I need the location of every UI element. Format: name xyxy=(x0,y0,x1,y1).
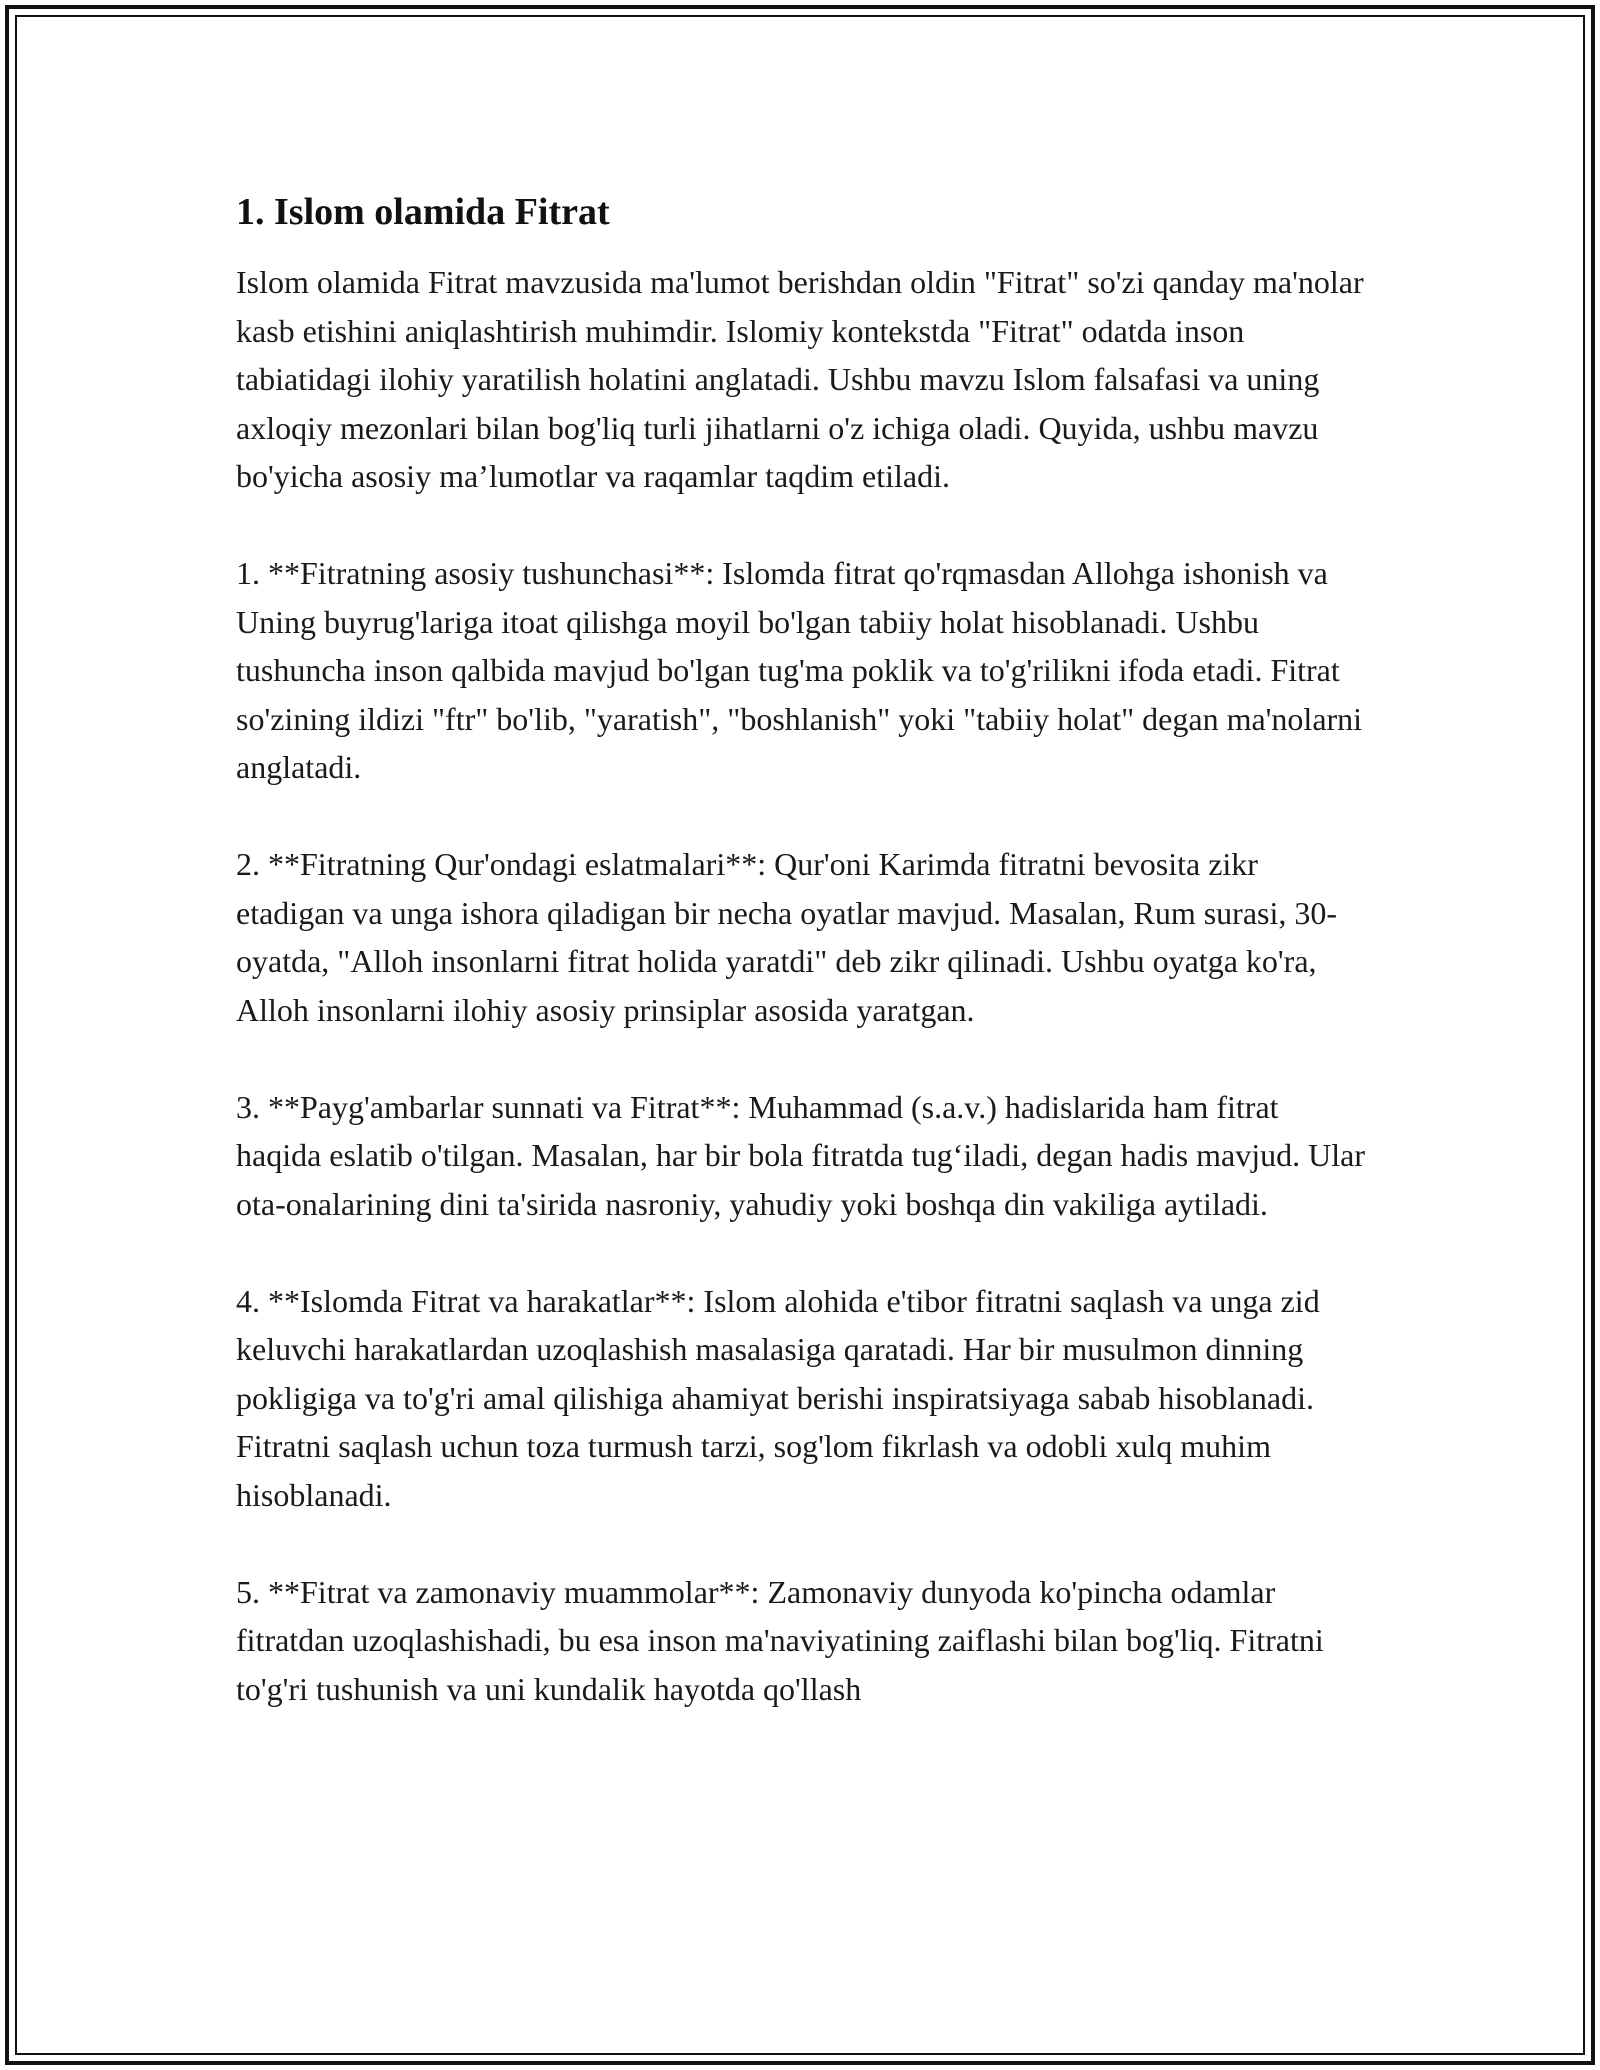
paragraph-prophets-sunnah: 3. **Payg'ambarlar sunnati va Fitrat**: Muhammad (s.a.v.) hadislarida ham fitrat haqida eslatib o'tilgan. Masalan, har bir bola fitratda tug‘iladi, degan hadis mavjud. Ular ota-onalarining dini ta'sirida nasroniy, yahudiy yoki boshqa din vakiliga aytiladi. xyxy=(236,1088,1373,1222)
document-title: 1. Islom olamida Fitrat xyxy=(236,191,610,233)
paragraph-modern-problems: 5. **Fitrat va zamonaviy muammolar**: Zamonaviy dunyoda ko'pincha odamlar fitratdan uzoqlashishadi, bu esa inson ma'naviyatining zaiflashi bilan bog'liq. Fitratni to'g'ri tushunish va uni kundalik hayotda qo'llash xyxy=(236,1573,1332,1707)
paragraph-quran-mentions: 2. **Fitratning Qur'ondagi eslatmalari**: Qur'oni Karimda fitratni bevosita zikr etadigan va unga ishora qiladigan bir necha oyatlar mavjud. Masalan, Rum surasi, 30-oyatda, "Alloh insonlarni fitrat holida yaratdi" deb zikr qilinadi. Ushbu oyatga ko'ra, Alloh insonlarni ilohiy asosiy prinsiplar asosida yaratgan. xyxy=(236,846,1338,1028)
intro-paragraph: Islom olamida Fitrat mavzusida ma'lumot berishdan oldin "Fitrat" so'zi qanday ma'nolar kasb etishini aniqlashtirish muhimdir. Islomiy kontekstda "Fitrat" odatda inson tabiatidagi ilohiy yaratilish holatini anglatadi. Ushbu mavzu Islom falsafasi va uning axloqiy mezonlari bilan bog'liq turli jihatlarni o'z ichiga oladi. Quyida, ushbu mavzu bo'yicha asosiy ma’lumotlar va raqamlar taqdim etiladi. xyxy=(236,264,1372,494)
paragraph-fitrat-concept: 1. **Fitratning asosiy tushunchasi**: Islomda fitrat qo'rqmasdan Allohga ishonish va Uning buyrug'lariga itoat qilishga moyil bo'lgan tabiiy holat hisoblanadi. Ushbu tushuncha inson qalbida mavjud bo'lgan tug'ma poklik va to'g'rilikni ifoda etadi. Fitrat so'zining ildizi "ftr" bo'lib, "yaratish", "boshlanish" yoki "tabiiy holat" degan ma'nolarni anglatadi. xyxy=(236,555,1371,785)
paragraph-fitrat-actions: 4. **Islomda Fitrat va harakatlar**: Islom alohida e'tibor fitratni saqlash va unga zid keluvchi harakatlardan uzoqlashish masalasiga qaratadi. Har bir musulmon dinning pokligiga va to'g'ri amal qilishiga ahamiyat berishi inspiratsiyaga sabab hisoblanadi. Fitratni saqlash uchun toza turmush tarzi, sog'lom fikrlash va odobli xulq muhim hisoblanadi. xyxy=(236,1282,1328,1513)
document-body xyxy=(236,186,1373,1713)
